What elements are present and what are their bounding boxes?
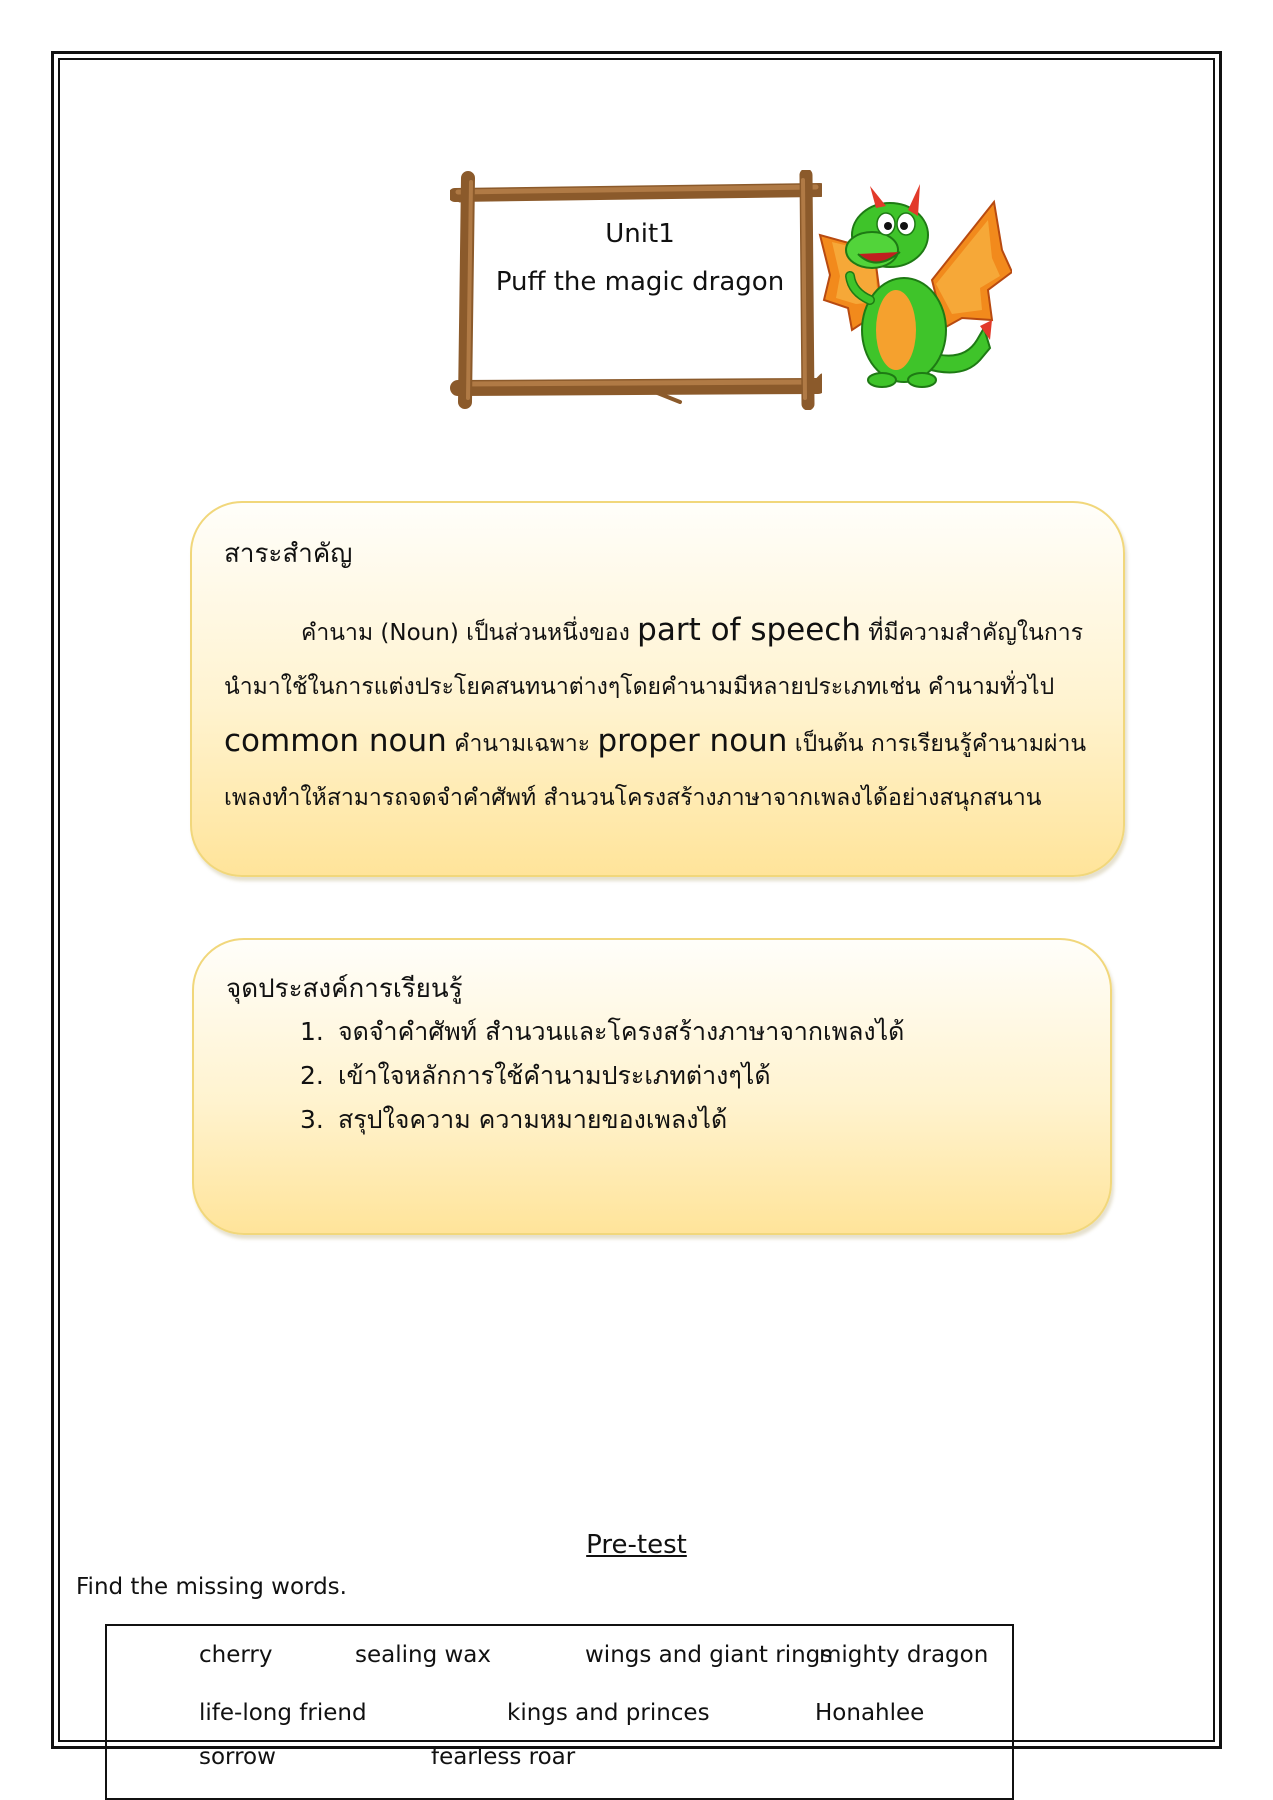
title-frame [450, 170, 822, 410]
unit-title: Puff the magic dragon [495, 267, 785, 297]
objectives-list [300, 1010, 904, 1142]
list-item [300, 1054, 904, 1098]
word-bank-item: sealing wax [355, 1642, 492, 1668]
word-bank-item: wings and giant rings [585, 1642, 833, 1668]
word-bank-item: sorrow [199, 1744, 276, 1770]
key-content-text: คำนามเฉพาะ [446, 731, 598, 757]
key-content-paragraph [224, 603, 1104, 825]
list-item-number: 3. [300, 1105, 324, 1134]
unit-label: Unit1 [605, 219, 675, 249]
key-content-heading: สาระสำคัญ [224, 539, 353, 569]
list-item-number: 2. [300, 1061, 324, 1090]
word-bank-item: life-long friend [199, 1700, 367, 1726]
key-content-box [190, 501, 1125, 877]
key-content-text: คำนาม (Noun) เป็นส่วนหนึ่งของ [301, 620, 638, 646]
list-item-text: จดจำคำศัพท์ สำนวนและโครงสร้างภาษาจากเพลงได้ [338, 1017, 905, 1046]
key-content-line-4: เพลงทำให้สามารถจดจำคำศัพท์ สำนวนโครงสร้างภาษาจากเพลงได้อย่างสนุกสนาน [224, 785, 1042, 811]
pretest-instruction: Find the missing words. [76, 1574, 347, 1600]
key-content-line-2: นำมาใช้ในการแต่งประโยคสนทนาต่างๆโดยคำนามมีหลายประเภทเช่น คำนามทั่วไป [224, 674, 1055, 700]
term-common-noun: common noun [224, 723, 447, 759]
term-part-of-speech: part of speech [637, 612, 861, 648]
word-bank-item: cherry [199, 1642, 273, 1668]
list-item-text: เข้าใจหลักการใช้คำนามประเภทต่างๆได้ [338, 1061, 771, 1090]
list-item-text: สรุปใจความ ความหมายของเพลงได้ [338, 1105, 728, 1134]
list-item [300, 1010, 904, 1054]
word-bank-item: kings and princes [507, 1700, 710, 1726]
term-proper-noun: proper noun [597, 723, 788, 759]
key-content-line-1 [224, 603, 1104, 660]
dragon-icon [812, 180, 1012, 390]
list-item-number: 1. [300, 1017, 324, 1046]
key-content-text: ที่มีความสำคัญในการ [860, 620, 1084, 646]
pretest-title: Pre-test [586, 1530, 687, 1560]
word-bank-box [105, 1624, 1014, 1800]
word-bank-item: Honahlee [815, 1700, 925, 1726]
key-content-line-3 [224, 714, 1104, 771]
list-item [300, 1098, 904, 1142]
objectives-heading: จุดประสงค์การเรียนรู้ [226, 974, 463, 1004]
word-bank-item: mighty dragon [819, 1642, 989, 1668]
key-content-text: เป็นต้น การเรียนรู้คำนามผ่าน [787, 731, 1087, 757]
objectives-box [192, 938, 1112, 1235]
word-bank-item: fearless roar [431, 1744, 576, 1770]
